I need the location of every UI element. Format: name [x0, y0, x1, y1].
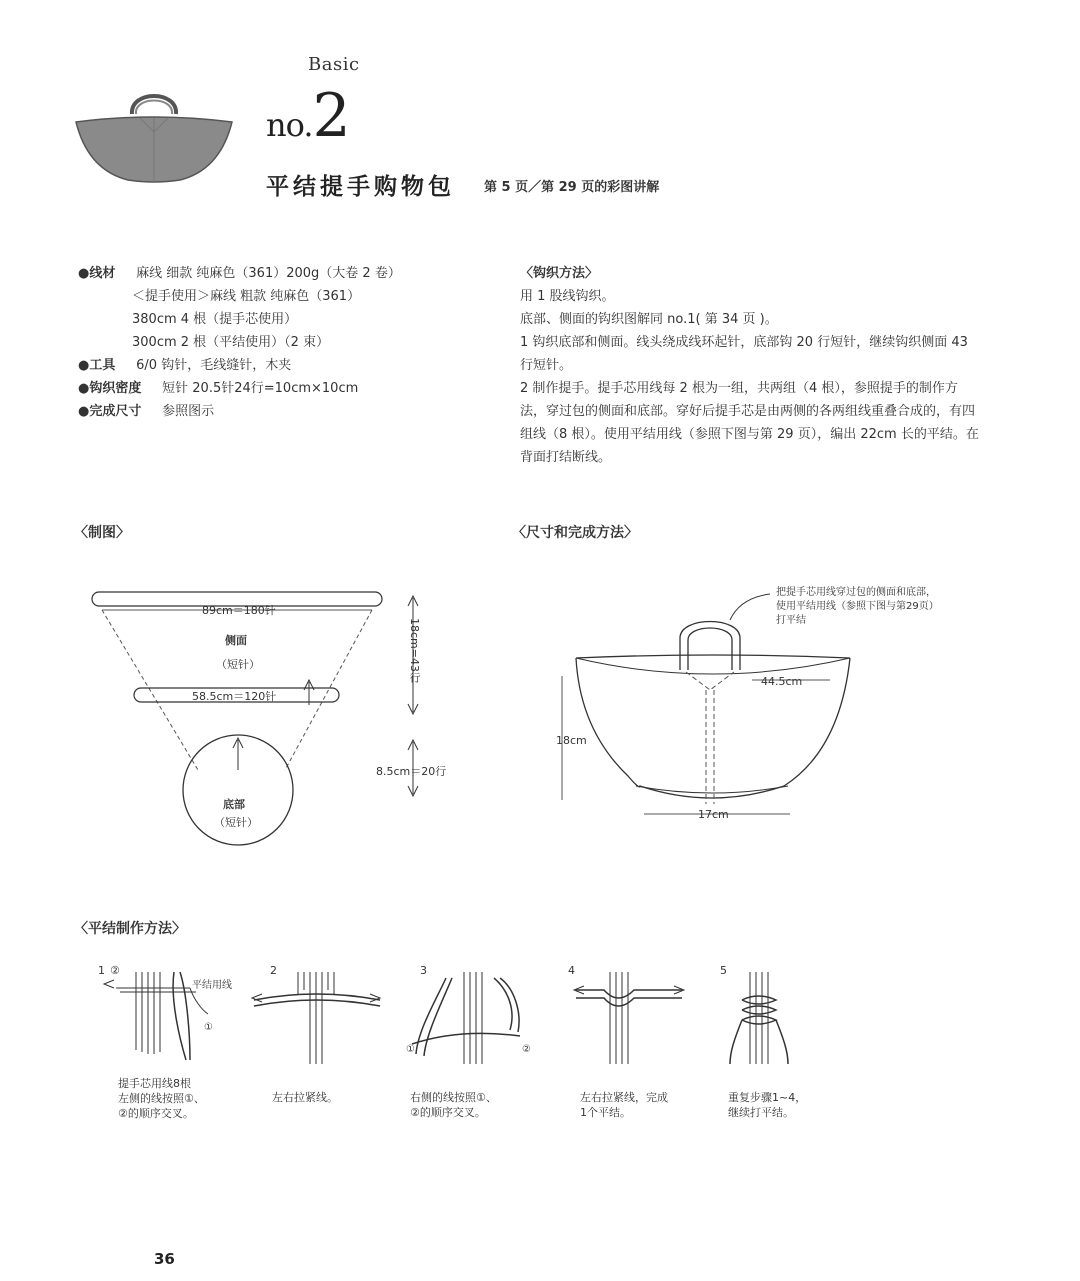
page-subtitle: 第 5 页／第 29 页的彩图讲解 [484, 180, 660, 195]
knot-step-4 [568, 964, 684, 1064]
bottom-label: 底部 [223, 798, 245, 811]
method-line: 用 1 股线钩织。 [520, 289, 615, 304]
bag-inner-rim [576, 658, 850, 674]
handle-inner [688, 628, 732, 670]
top-width-label: 89cm＝180针 [202, 604, 276, 617]
pattern-number-value: 2 [312, 81, 351, 151]
knot-caption-5: 重复步骤1~4， 继续打平结。 [728, 1091, 807, 1119]
materials-row: ＜提手使用＞麻线 粗款 纯麻色（361） [132, 289, 361, 304]
method-line: 底部、侧面的钩织图解同 no.1( 第 34 页 )。 [520, 312, 778, 327]
page-title: 平结提手购物包 [266, 174, 455, 200]
bottom-stitch-label: （短针） [214, 816, 258, 829]
svg-text:5: 5 [720, 964, 727, 977]
knot-step-5 [720, 964, 788, 1064]
gauge-row: ●钩织密度 短针 20.5针24行=10cm×10cm [78, 381, 359, 396]
handle-outer [680, 622, 740, 671]
svg-text:4: 4 [568, 964, 575, 977]
handle-core-path [686, 672, 734, 804]
knot-step-3 [406, 964, 531, 1064]
svg-text:1: 1 [98, 964, 105, 977]
svg-text:2: 2 [270, 964, 277, 977]
knot-caption-4: 左右拉紧线，完成 1个平结。 [580, 1091, 668, 1119]
diagram-heading: 〈制图〉 [74, 525, 130, 541]
method-line: 1 钩织底部和侧面。线头绕成线环起针，底部钩 20 行短针，继续钩织侧面 43 行短针。 [520, 335, 968, 373]
svg-text:②: ② [522, 1044, 531, 1055]
knot-caption-3: 右侧的线按照①、 ②的顺序交叉。 [410, 1091, 497, 1119]
knot-step-2 [252, 964, 380, 1064]
finish-note: 把提手芯用线穿过包的侧面和底部， 使用平结用线（参照下图与第29页） 打平结 [776, 587, 939, 626]
svg-text:①: ① [406, 1044, 415, 1055]
knot-caption-1: 提手芯用线8根 左侧的线按照①、 ②的顺序交叉。 [118, 1077, 205, 1120]
finish-heading: 〈尺寸和完成方法〉 [512, 525, 638, 541]
materials-list [78, 262, 401, 423]
bag-rim [576, 655, 850, 658]
svg-text:平结用线: 平结用线 [192, 980, 232, 991]
bag-bottom-label: 17cm [698, 808, 729, 821]
materials-row: 300cm 2 根（平结使用）（2 束） [132, 335, 330, 350]
side-stitch-label: （短针） [216, 658, 260, 671]
bag-body [576, 658, 850, 798]
bag-height-label: 18cm [556, 734, 587, 747]
bag-illustration [70, 84, 240, 188]
method-heading: 〈钩织方法〉 [520, 266, 599, 281]
page-number: 36 [154, 1250, 175, 1268]
pattern-number-prefix: no. [266, 106, 313, 144]
mid-width-label: 58.5cm＝120针 [192, 690, 277, 703]
bottom-height-label: 8.5cm＝20行 [376, 765, 447, 778]
crochet-method [520, 262, 980, 469]
method-line: 2 制作提手。提手芯用线每 2 根为一组，共两组（4 根），参照提手的制作方法，穿过包的侧面和底部。穿好后提手芯是由两侧的各两组线重叠合成的，有四组线（8 根）。使用平结用线（参照下图与第 29 页），编出 22cm 长的平结。在背面打结断线。 [520, 381, 979, 465]
knot-heading: 〈平结制作方法〉 [74, 921, 186, 937]
knot-step-1 [98, 964, 232, 1060]
tools-row: ●工具 6/0 钩针，毛线缝针，木夹 [78, 358, 292, 373]
svg-text:②: ② [110, 964, 120, 977]
materials-row: 380cm 4 根（提手芯使用） [132, 312, 298, 327]
svg-text:①: ① [204, 1022, 213, 1033]
knot-caption-2: 左右拉紧线。 [272, 1091, 338, 1104]
side-height-label: 18cm=43行 [408, 618, 421, 683]
pattern-number [266, 81, 351, 151]
svg-text:3: 3 [420, 964, 427, 977]
bag-width-label: 44.5cm [761, 675, 803, 688]
side-label: 侧面 [225, 634, 247, 647]
materials-row: ●线材 麻线 细款 纯麻色（361）200g（大卷 2 卷） [78, 266, 401, 281]
note-leader [730, 594, 770, 620]
basic-label: Basic [308, 54, 360, 75]
size-row: ●完成尺寸 参照图示 [78, 404, 215, 419]
